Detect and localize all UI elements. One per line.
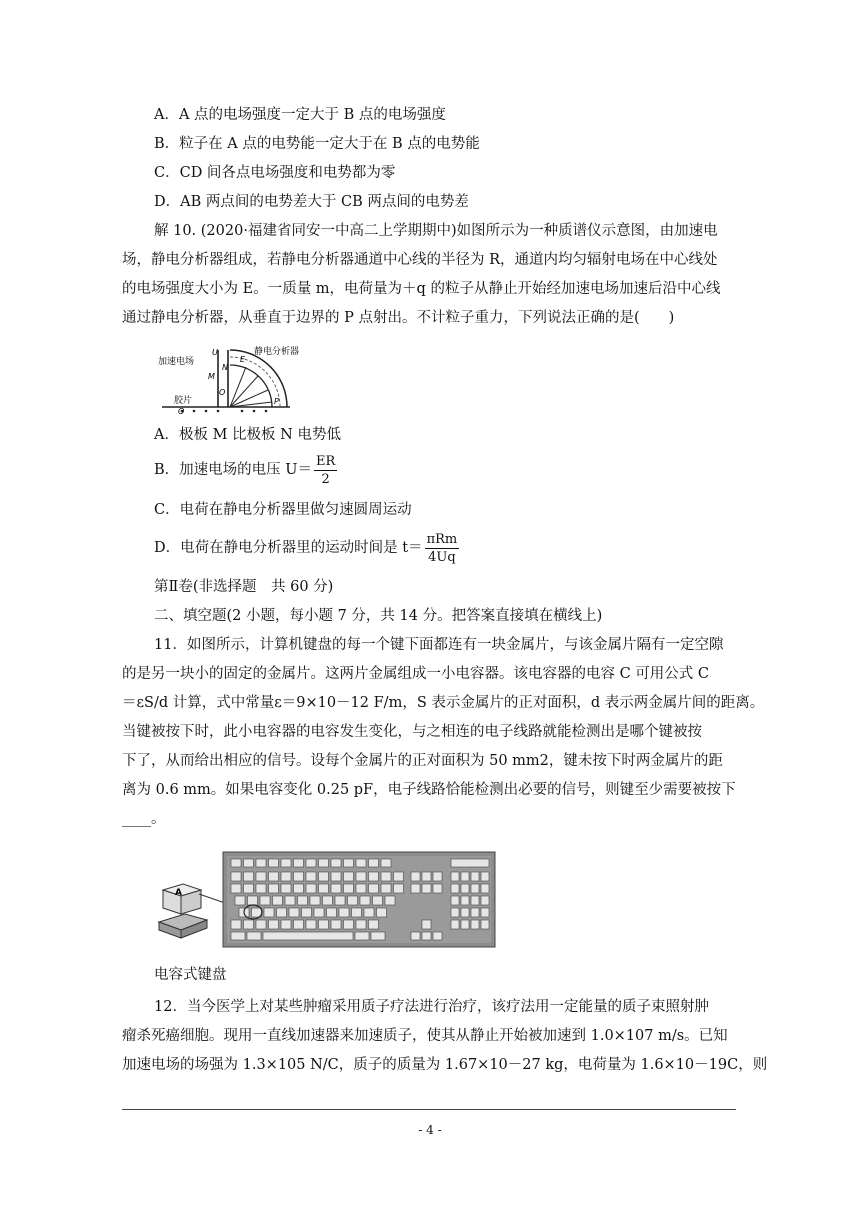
keyboard-key xyxy=(451,872,459,881)
q10-option-d xyxy=(154,530,459,566)
q11-line-7: ____。 xyxy=(122,811,166,827)
keyboard-key xyxy=(355,932,369,940)
keyboard-key xyxy=(306,884,316,893)
keyboard-key xyxy=(231,872,241,881)
keyboard-key xyxy=(235,896,245,905)
keyboard-key xyxy=(269,920,279,929)
q9-option-a: A．A 点的电场强度一定大于 B 点的电场强度 xyxy=(154,107,446,123)
q9-option-b: B．粒子在 A 点的电势能一定大于在 B 点的电势能 xyxy=(154,136,480,152)
q11-line-1: 11．如图所示，计算机键盘的每一个键下面都连有一块金属片，与该金属片隔有一定空隙 xyxy=(154,637,724,653)
keyboard-key xyxy=(231,920,241,929)
keyboard-key xyxy=(451,884,459,893)
q10-option-b-text: B．加速电场的电压 U＝ xyxy=(154,462,312,478)
keyboard-key xyxy=(352,908,362,917)
keyboard-key xyxy=(411,872,420,881)
keyboard-key xyxy=(306,859,316,867)
keyboard-key xyxy=(277,908,287,917)
keyboard-key xyxy=(369,872,379,881)
page-number: - 4 - xyxy=(418,1123,442,1137)
keyboard-key xyxy=(471,920,479,929)
q11-line-2: 的是另一块小的固定的金属片。这两片金属组成一小电容器。该电容器的电容 C 可用公式 C xyxy=(122,666,710,682)
keyboard-key xyxy=(339,908,349,917)
label-m: M xyxy=(208,372,215,381)
keyboard-key xyxy=(269,872,279,881)
keyboard-key xyxy=(294,859,304,867)
keyboard-key xyxy=(289,908,299,917)
q12-line-3: 加速电场的场强为 1.3×105 N/C，质子的质量为 1.67×10－27 kg，电荷量为 1.6×10－19C，则 xyxy=(122,1057,768,1073)
keyboard-key xyxy=(263,932,353,940)
keyboard-key xyxy=(281,859,291,867)
keyboard-key xyxy=(433,872,442,881)
keyboard-key xyxy=(394,884,404,893)
keyboard-key xyxy=(461,872,469,881)
keyboard-key xyxy=(461,908,469,917)
keyboard-key xyxy=(471,908,479,917)
fraction-numerator: πRm xyxy=(426,531,458,547)
label-q: Q xyxy=(178,407,185,414)
keyboard-key xyxy=(323,896,333,905)
keyboard-key xyxy=(306,872,316,881)
keyboard-key xyxy=(248,896,258,905)
keyboard-key xyxy=(364,908,374,917)
label-n: N xyxy=(222,363,228,372)
keyboard-key xyxy=(461,896,469,905)
keyboard-key xyxy=(294,872,304,881)
keyboard-key xyxy=(269,884,279,893)
keyboard-key xyxy=(247,932,261,940)
fraction-denominator: 4Uq xyxy=(428,549,456,565)
keyboard-key xyxy=(344,884,354,893)
q10-line-1: 解 10. (2020·福建省同安一中高二上学期期中)如图所示为一种质谱仪示意图，由加速电 xyxy=(154,223,718,239)
keyboard-key xyxy=(331,859,341,867)
label-accel-field: 加速电场 xyxy=(158,357,195,367)
keyboard-key xyxy=(302,908,312,917)
label-o: O xyxy=(219,388,226,397)
keyboard-key xyxy=(306,920,316,929)
keyboard-key xyxy=(461,920,469,929)
keyboard-key xyxy=(244,872,254,881)
keyboard-key xyxy=(356,872,366,881)
keyboard-key xyxy=(256,872,266,881)
keyboard-key xyxy=(356,920,366,929)
keyboard-key xyxy=(461,884,469,893)
keyboard-key xyxy=(360,896,370,905)
q12-line-1: 12．当今医学上对某些肿瘤采用质子疗法进行治疗，该疗法用一定能量的质子束照射肿 xyxy=(154,999,709,1015)
keyboard-key xyxy=(471,872,479,881)
keyboard-key xyxy=(481,884,489,893)
q11-line-3: ＝εS/d 计算，式中常量ε＝9×10－12 F/m，S 表示金属片的正对面积，d 表示两金属片间的距离。 xyxy=(122,695,765,711)
q12-line-2: 瘤杀死癌细胞。现用一直线加速器来加速质子，使其从静止开始被加速到 1.0×107 m/s。已知 xyxy=(122,1028,728,1044)
keyboard-key xyxy=(331,920,341,929)
keyboard-key xyxy=(422,872,431,881)
keyboard-key xyxy=(344,920,354,929)
key-illustration xyxy=(159,884,207,938)
fraction-time xyxy=(425,531,460,566)
keyboard-key xyxy=(433,884,442,893)
keyboard-key xyxy=(451,859,489,867)
keyboard-key xyxy=(373,896,383,905)
label-u: U xyxy=(212,348,218,357)
keyboard-key xyxy=(319,884,329,893)
fraction-numerator: ER xyxy=(315,453,336,469)
keyboard-key xyxy=(244,859,254,867)
keyboard-key xyxy=(451,920,459,929)
q10-option-b xyxy=(154,452,337,488)
fill-in-heading: 二、填空题(2 小题，每小题 7 分，共 14 分。把答案直接填在横线上) xyxy=(154,608,603,624)
label-e: E xyxy=(240,355,246,364)
keyboard-key xyxy=(377,908,387,917)
keyboard-figure xyxy=(155,850,500,950)
fraction-er-over-2 xyxy=(314,453,337,488)
keyboard-key xyxy=(481,908,489,917)
keyboard-key xyxy=(319,859,329,867)
keyboard-key xyxy=(294,920,304,929)
keyboard-key xyxy=(381,884,391,893)
keyboard-key xyxy=(310,896,320,905)
q10-option-d-text: D．电荷在静电分析器里的运动时间是 t＝ xyxy=(154,540,423,556)
keyboard-key xyxy=(356,859,366,867)
keyboard-key xyxy=(331,884,341,893)
keyboard-key xyxy=(314,908,324,917)
q11-line-4: 当键被按下时，此小电容器的电容发生变化，与之相连的电子线路就能检测出是哪个键被按 xyxy=(122,724,702,740)
keyboard-key xyxy=(411,884,420,893)
keyboard-key xyxy=(356,884,366,893)
keyboard-key xyxy=(256,859,266,867)
keyboard-key xyxy=(281,872,291,881)
q9-option-d: D．AB 两点间的电势差大于 CB 两点间的电势差 xyxy=(154,194,469,210)
keyboard-key xyxy=(481,896,489,905)
q9-option-c: C．CD 间各点电场强度和电势都为零 xyxy=(154,165,396,181)
q11-line-5: 下了，从而给出相应的信号。设每个金属片的正对面积为 50 mm2，键未按下时两金属片的距 xyxy=(122,753,723,769)
keyboard-key xyxy=(422,932,431,940)
keyboard-key xyxy=(471,896,479,905)
keyboard-key xyxy=(394,872,404,881)
q11-line-6: 离为 0.6 mm。如果电容变化 0.25 pF，电子线路恰能检测出必要的信号，则键至少需要被按下 xyxy=(122,782,736,798)
keyboard-key xyxy=(327,908,337,917)
keyboard-caption: 电容式键盘 xyxy=(154,967,227,983)
q10-option-c: C．电荷在静电分析器里做匀速圆周运动 xyxy=(154,502,412,518)
keyboard-key xyxy=(471,884,479,893)
footer-rule xyxy=(122,1109,736,1110)
keyboard-key xyxy=(281,884,291,893)
keyboard-key xyxy=(244,884,254,893)
mass-spectrometer-figure xyxy=(150,340,300,414)
keyboard-key xyxy=(381,859,391,867)
keyboard-key xyxy=(371,932,385,940)
keyboard-key xyxy=(451,896,459,905)
keyboard-key xyxy=(231,859,241,867)
keyboard-key xyxy=(244,920,254,929)
q10-option-a: A．极板 M 比极板 N 电势低 xyxy=(154,427,341,443)
keyboard-key xyxy=(294,884,304,893)
keyboard-key xyxy=(369,920,379,929)
q10-line-4: 通过静电分析器，从垂直于边界的 P 点射出。不计粒子重力，下列说法正确的是( ) xyxy=(122,310,675,326)
keyboard-key xyxy=(433,932,442,940)
label-film: 胶片 xyxy=(174,396,193,406)
keyboard-key xyxy=(281,920,291,929)
keyboard-key xyxy=(344,859,354,867)
label-p: P xyxy=(274,397,279,406)
keyboard-key xyxy=(481,920,489,929)
keyboard-key xyxy=(319,872,329,881)
keyboard-key xyxy=(319,920,329,929)
keyboard-key xyxy=(335,896,345,905)
keyboard-key xyxy=(481,872,489,881)
q10-line-2: 场，静电分析器组成，若静电分析器通道中心线的半径为 R，通道内均匀辐射电场在中心线处 xyxy=(122,252,718,268)
keyboard-key xyxy=(231,884,241,893)
keyboard-key xyxy=(385,896,395,905)
keyboard-key xyxy=(369,884,379,893)
keyboard-key xyxy=(273,896,283,905)
q10-line-3: 的电场强度大小为 E。一质量 m，电荷量为＋q 的粒子从静止开始经加速电场加速后沿中心线 xyxy=(122,281,721,297)
keyboard-key xyxy=(260,896,270,905)
keyboard-key xyxy=(269,859,279,867)
keyboard-key xyxy=(348,896,358,905)
label-analyzer: 静电分析器 xyxy=(254,347,300,357)
keyboard-key xyxy=(381,872,391,881)
keyboard-key xyxy=(256,920,266,929)
keyboard-key xyxy=(344,872,354,881)
part-2-heading: 第Ⅱ卷(非选择题 共 60 分) xyxy=(154,579,334,595)
keyboard-key xyxy=(331,872,341,881)
keyboard-key xyxy=(298,896,308,905)
keyboard-key xyxy=(264,908,274,917)
keyboard-key xyxy=(256,884,266,893)
keyboard-key xyxy=(285,896,295,905)
keyboard-key xyxy=(451,908,459,917)
keyboard-key xyxy=(231,932,245,940)
key-label: A xyxy=(175,888,182,898)
fraction-denominator: 2 xyxy=(321,471,330,487)
keyboard-key xyxy=(411,932,420,940)
keyboard-key xyxy=(422,920,431,929)
keyboard-key xyxy=(422,884,431,893)
keyboard-key xyxy=(369,859,379,867)
